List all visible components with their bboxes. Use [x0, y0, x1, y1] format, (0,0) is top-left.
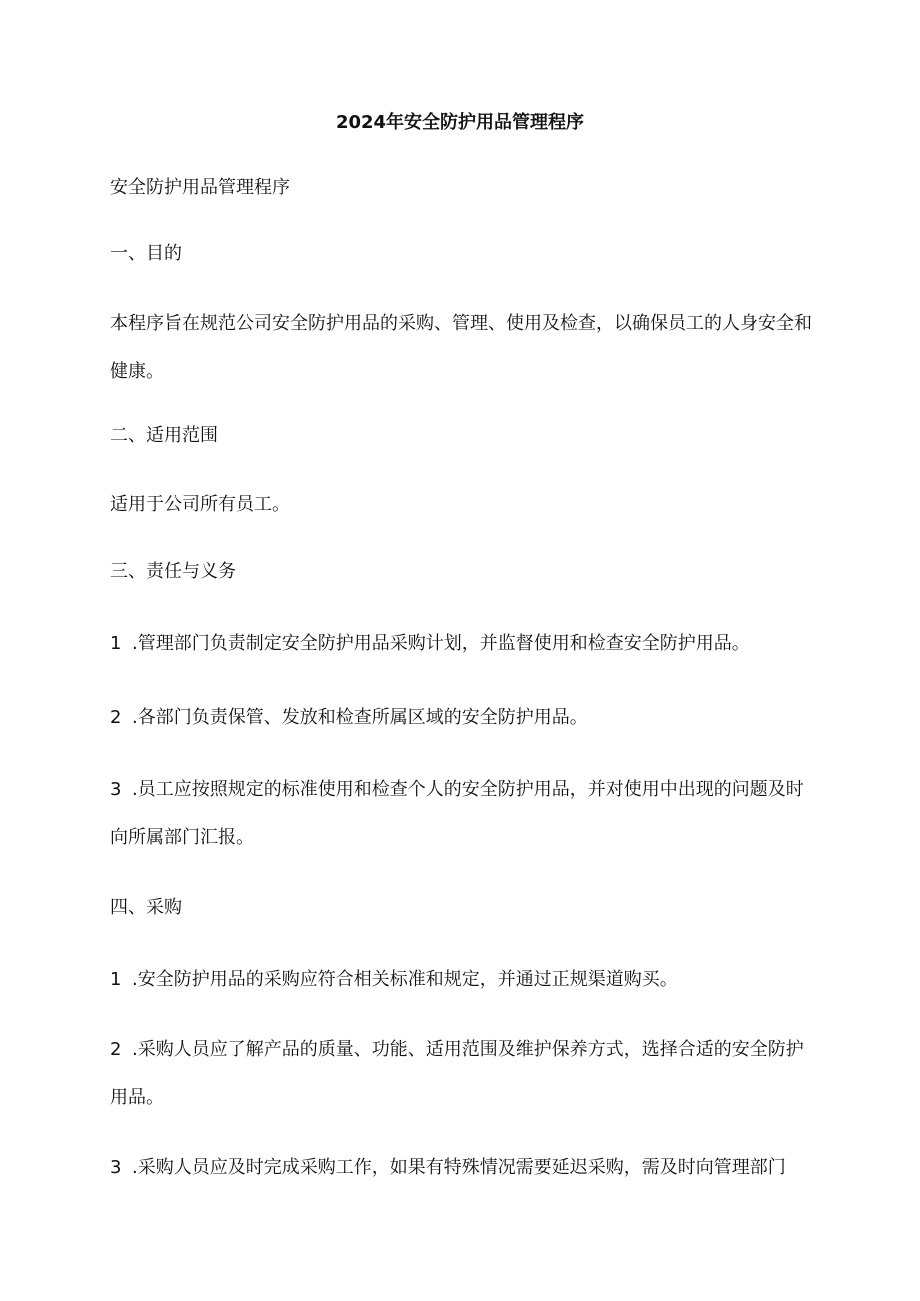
- list-item: [110, 956, 818, 1004]
- list-item-text: .采购人员应及时完成采购工作，如果有特殊情况需要延迟采购，需及时向管理部门: [132, 1157, 786, 1178]
- section-heading-scope: 二、适用范围: [110, 425, 218, 446]
- section-heading-responsibility: 三、责任与义务: [110, 561, 236, 582]
- list-item-text: .员工应按照规定的标准使用和检查个人的安全防护用品，并对使用中出现的问题及时向所属部门汇报。: [110, 779, 804, 848]
- section-text-scope: 适用于公司所有员工。: [110, 494, 290, 515]
- list-item: [110, 620, 818, 668]
- document-title: 2024年安全防护用品管理程序: [335, 112, 585, 133]
- list-item: [110, 1144, 818, 1192]
- list-item: [110, 694, 818, 742]
- section-heading-procurement: 四、采购: [110, 897, 182, 918]
- list-item: [110, 766, 818, 862]
- document-subtitle: 安全防护用品管理程序: [110, 177, 290, 198]
- section-heading-purpose: 一、目的: [110, 243, 182, 264]
- list-item-number: 3: [110, 779, 122, 800]
- list-item-text: .各部门负责保管、发放和检查所属区域的安全防护用品。: [132, 707, 588, 728]
- list-item-number: 2: [110, 1039, 122, 1060]
- section-text-purpose: 本程序旨在规范公司安全防护用品的采购、管理、使用及检查，以确保员工的人身安全和健康。: [110, 313, 812, 382]
- list-item-number: 3: [110, 1157, 122, 1178]
- list-item-text: .管理部门负责制定安全防护用品采购计划，并监督使用和检查安全防护用品。: [132, 633, 750, 654]
- list-item-text: .安全防护用品的采购应符合相关标准和规定，并通过正规渠道购买。: [132, 969, 678, 990]
- list-item: [110, 1026, 818, 1122]
- list-item-number: 2: [110, 707, 122, 728]
- list-item-number: 1: [110, 633, 122, 654]
- list-item-number: 1: [110, 969, 122, 990]
- list-item-text: .采购人员应了解产品的质量、功能、适用范围及维护保养方式，选择合适的安全防护用品。: [110, 1039, 804, 1108]
